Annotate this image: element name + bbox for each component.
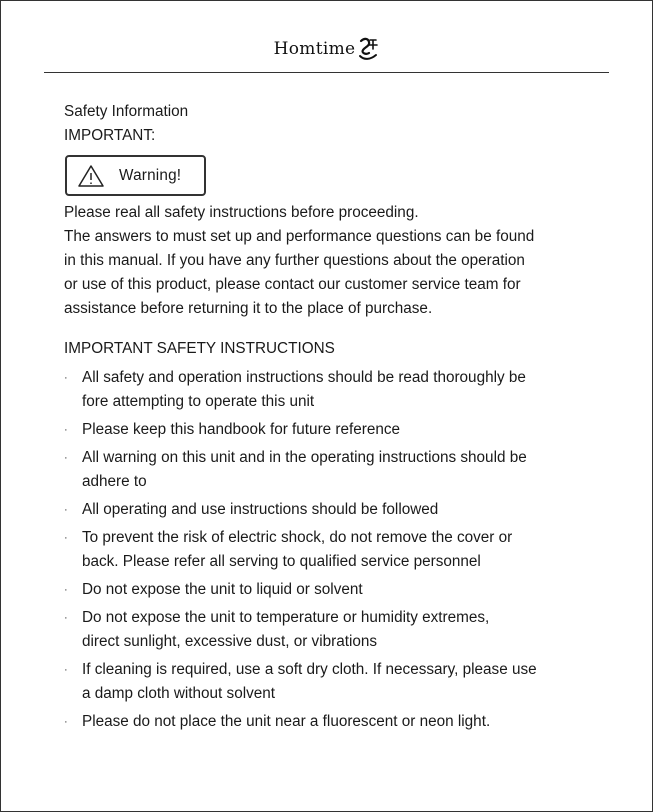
instruction-text: If cleaning is required, use a soft dry cloth. If necessary, please use a damp cloth without solvent <box>82 661 537 702</box>
instruction-text: Please do not place the unit near a fluorescent or neon light. <box>82 713 491 730</box>
header-divider <box>44 72 609 73</box>
instruction-text: To prevent the risk of electric shock, do not remove the cover or back. Please refer all serving to qualified service personnel <box>82 529 513 570</box>
bullet-icon: · <box>64 612 68 624</box>
instruction-text: All operating and use instructions should be followed <box>82 501 439 518</box>
bullet-icon: · <box>64 504 68 516</box>
intro-paragraph-line: assistance before returning it to the place of purchase. <box>64 300 433 317</box>
list-item <box>64 658 584 706</box>
bullet-icon: · <box>64 372 68 384</box>
intro-paragraph <box>64 225 584 321</box>
instruction-text: Do not expose the unit to liquid or solvent <box>82 581 363 598</box>
section-title: Safety Information <box>64 103 189 120</box>
homtime-mark-icon <box>357 36 379 62</box>
warning-triangle-icon <box>77 164 105 188</box>
list-item <box>64 446 584 494</box>
bullet-icon: · <box>64 584 68 596</box>
instructions-list <box>64 366 584 734</box>
instructions-heading: IMPORTANT SAFETY INSTRUCTIONS <box>64 340 335 357</box>
instruction-text: All warning on this unit and in the operating instructions should be adhere to <box>82 449 527 490</box>
warning-box <box>65 155 206 196</box>
bullet-icon: · <box>64 424 68 436</box>
bullet-icon: · <box>64 452 68 464</box>
important-label: IMPORTANT: <box>64 127 156 144</box>
list-item <box>64 366 584 414</box>
logo-text: Homtime <box>273 39 356 59</box>
bullet-icon: · <box>64 716 68 728</box>
bullet-icon: · <box>64 664 68 676</box>
safety-content <box>64 100 584 738</box>
instruction-text: All safety and operation instructions should be read thoroughly be fore attempting to operate this unit <box>82 369 526 410</box>
list-item <box>64 526 584 574</box>
page-header <box>0 32 653 66</box>
list-item <box>64 578 584 602</box>
intro-paragraph-line: in this manual. If you have any further questions about the operation <box>64 252 525 269</box>
list-item <box>64 710 584 734</box>
instruction-text: Do not expose the unit to temperature or humidity extremes, direct sunlight, excessive dust, or vibrations <box>82 609 490 650</box>
list-item <box>64 498 584 522</box>
intro-paragraph-line: or use of this product, please contact our customer service team for <box>64 276 521 293</box>
intro-line: Please real all safety instructions before proceeding. <box>64 204 419 221</box>
warning-label: Warning! <box>119 166 182 184</box>
bullet-icon: · <box>64 532 68 544</box>
list-item <box>64 606 584 654</box>
intro-paragraph-line: The answers to must set up and performance questions can be found <box>64 228 535 245</box>
brand-logo <box>274 36 380 62</box>
instruction-text: Please keep this handbook for future reference <box>82 421 401 438</box>
list-item <box>64 418 584 442</box>
